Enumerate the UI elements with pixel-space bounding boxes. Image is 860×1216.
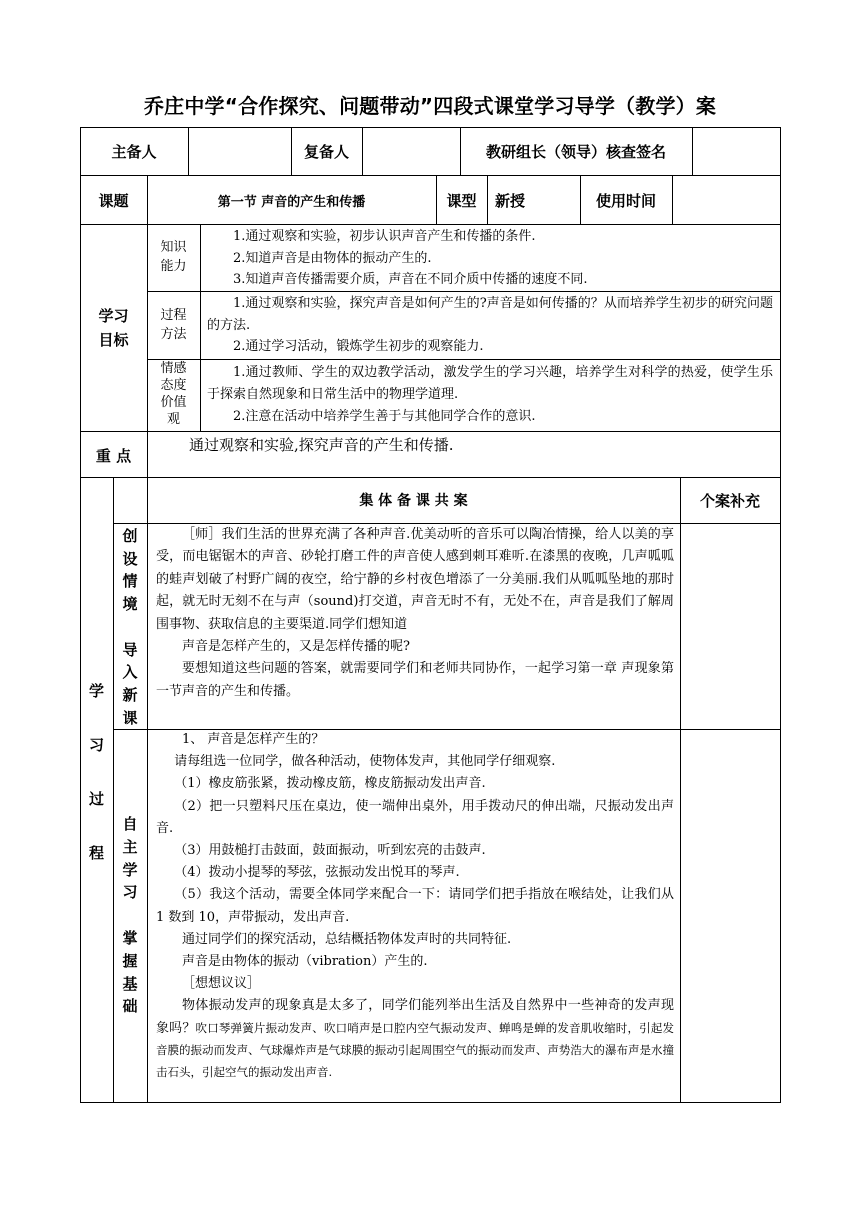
- emotion-label-line1: 情感: [160, 361, 187, 376]
- process-side-char: 程: [88, 844, 104, 862]
- knowledge-label: [147, 238, 200, 276]
- knowledge-items: [207, 226, 773, 291]
- intro-label-char: 新: [122, 685, 138, 704]
- self-study-paragraph: 1、 声音是怎样产生的？: [182, 732, 325, 747]
- self-study-label-char: [113, 904, 147, 927]
- usage-time-label: 使用时间: [595, 192, 656, 210]
- process-method-item: 1.通过观察和实验，探究声音是如何产生的?声音是如何传播的？从而培养学生初步的研究问题的方法.: [207, 296, 773, 333]
- intro-label-char: 境: [122, 595, 138, 614]
- knowledge-item: 2.知道声音是由物体的振动产生的.: [233, 250, 432, 266]
- self-study-paragraph: （4）拨动小提琴的琴弦，弦振动发出悦耳的琴声.: [174, 865, 460, 881]
- intro-content: [156, 524, 674, 703]
- key-point-label: 重 点: [95, 447, 132, 465]
- self-study-label-char: 掌: [122, 928, 138, 947]
- self-study-label-char: 础: [122, 997, 138, 1016]
- knowledge-label-line2: 能力: [160, 259, 187, 274]
- self-study-paragraph: （2）把一只塑料尺压在桌边，使一端伸出桌外，用手拨动尺的伸出端，尺振动发出声音.: [156, 798, 674, 836]
- key-point-value: 通过观察和实验,探究声音的产生和传播.: [189, 436, 454, 454]
- individual-supplement-header: 个案补充: [699, 492, 760, 510]
- objectives-label: [80, 304, 147, 352]
- lesson-type-label: 课型: [446, 192, 477, 210]
- collective-plan-header: 集 体 备 课 共 案: [359, 493, 468, 509]
- self-study-paragraph: [156, 995, 674, 1084]
- page-title: 乔庄中学“合作探究、问题带动”四段式课堂学习导学（教学）案: [143, 94, 717, 118]
- self-study-label: [113, 813, 147, 1018]
- self-study-label-char: 自: [122, 815, 138, 833]
- process-method-label-line1: 过程: [160, 308, 187, 323]
- intro-label-char: 导: [122, 640, 138, 659]
- emotion-label-line3: 价值: [160, 395, 187, 410]
- lesson-type-value: 新授: [495, 192, 526, 210]
- knowledge-item: 3.知道声音传播需要介质，声音在不同介质中传播的速度不同.: [233, 272, 588, 288]
- emotion-item: 1.通过教师、学生的双边教学活动，激发学生的学习兴趣，培养学生对科学的热爱，使学生乐于探索自然现象和日常生活中的物理学道理.: [207, 365, 773, 402]
- intro-label-char: 设: [122, 549, 138, 568]
- reviewer-label: 复备人: [303, 143, 349, 161]
- intro-label-char: [113, 616, 147, 639]
- process-side-char: 学: [88, 682, 104, 700]
- emotion-item: 2.注意在活动中培养学生善于与其他同学合作的意识.: [233, 409, 536, 424]
- self-study-label-char: 习: [122, 883, 138, 902]
- emotion-label: [147, 360, 200, 428]
- process-side-char: 习: [88, 736, 104, 754]
- intro-paragraph: ［师］我们生活的世界充满了各种声音.优美动听的音乐可以陶冶情操，给人以美的享受，而电锯锯木的声音、砂轮打磨工件的声音使人感到刺耳难听.在漆黑的夜晚，几声呱呱的蛙声划破了村野广阔的夜空，给宁静的乡村夜色增添了一分美丽.我们从呱呱坠地的那时起，就无时无刻不在与声（sound)打交道，声音无时不有，无处不在，声音是我们了解周围事物、获取信息的主要渠道.同学们想知道: [156, 527, 674, 632]
- intro-label-char: 情: [122, 572, 138, 591]
- emotion-items: [207, 362, 773, 428]
- topic-label: 课题: [98, 192, 129, 210]
- process-method-items: [207, 293, 773, 358]
- intro-label-char: 创: [122, 527, 138, 545]
- leader-signature-label: 教研组长（领导）核查签名: [485, 143, 666, 161]
- topic-value: 第一节 声音的产生和传播: [217, 195, 366, 210]
- objectives-label-line1: 学习: [98, 307, 129, 325]
- self-study-paragraph: ［想想议议］: [182, 976, 261, 992]
- knowledge-item: 1.通过观察和实验，初步认识声音产生和传播的条件.: [233, 229, 536, 244]
- intro-label-char: 入: [122, 663, 138, 682]
- self-study-paragraph: 请每组选一位同学，做各种活动，使物体发声，其他同学仔细观察.: [174, 754, 556, 770]
- self-study-paragraph: （1）橡皮筋张紧，拨动橡皮筋，橡皮筋振动发出声音.: [174, 776, 486, 792]
- self-study-paragraph: 通过同学们的探究活动，总结概括物体发声时的共同特征.: [182, 931, 512, 947]
- self-study-answer-text: 吹口琴弹簧片振动发声、吹口哨声是口腔内空气振动发声、蝉鸣是蝉的发音肌收缩时，引起发音膜的振动而发声、气球爆炸声是气球膜的振动引起周围空气的振动而发声、声势浩大的瀑布声是水撞击石头，引起空气的振动发出声音.: [156, 1020, 674, 1080]
- process-method-label-line2: 方法: [160, 327, 187, 342]
- self-study-label-char: 学: [122, 860, 138, 879]
- self-study-paragraph: （3）用鼓槌打击鼓面，鼓面振动，听到宏亮的击鼓声.: [174, 843, 486, 859]
- process-side-char: 过: [88, 790, 104, 808]
- intro-label: [113, 525, 147, 729]
- intro-label-char: 课: [122, 708, 138, 727]
- knowledge-label-line1: 知识: [160, 240, 187, 255]
- emotion-label-line2: 态度: [160, 378, 187, 393]
- preparer-label: 主备人: [111, 143, 157, 161]
- self-study-label-char: 主: [122, 837, 138, 856]
- intro-paragraph: 声音是怎样产生的，又是怎样传播的呢?: [182, 639, 410, 655]
- self-study-paragraph: 声音是由物体的振动（vibration）产生的.: [182, 954, 428, 970]
- self-study-paragraph: （5）我这个活动，需要全体同学来配合一下：请同学们把手指放在喉结处，让我们从 1 数到 10，声带振动，发出声音.: [156, 887, 674, 925]
- intro-paragraph: 要想知道这些问题的答案，就需要同学们和老师共同协作，一起学习第一章 声现象第一节声音的产生和传播。: [156, 661, 674, 699]
- process-method-item: 2.通过学习活动，锻炼学生初步的观察能力.: [233, 339, 484, 355]
- process-method-label: [147, 306, 200, 344]
- process-side-label: [80, 664, 113, 880]
- self-study-label-char: 基: [122, 974, 138, 993]
- self-study-label-char: 握: [122, 951, 138, 970]
- objectives-label-line2: 目标: [98, 331, 129, 349]
- emotion-label-line4: 观: [166, 412, 180, 427]
- self-study-question: 物体振动发声的现象真是太多了，同学们能列举出生活及自然界中一些神奇的发声现象吗？: [156, 998, 674, 1036]
- self-study-content: [156, 729, 674, 1084]
